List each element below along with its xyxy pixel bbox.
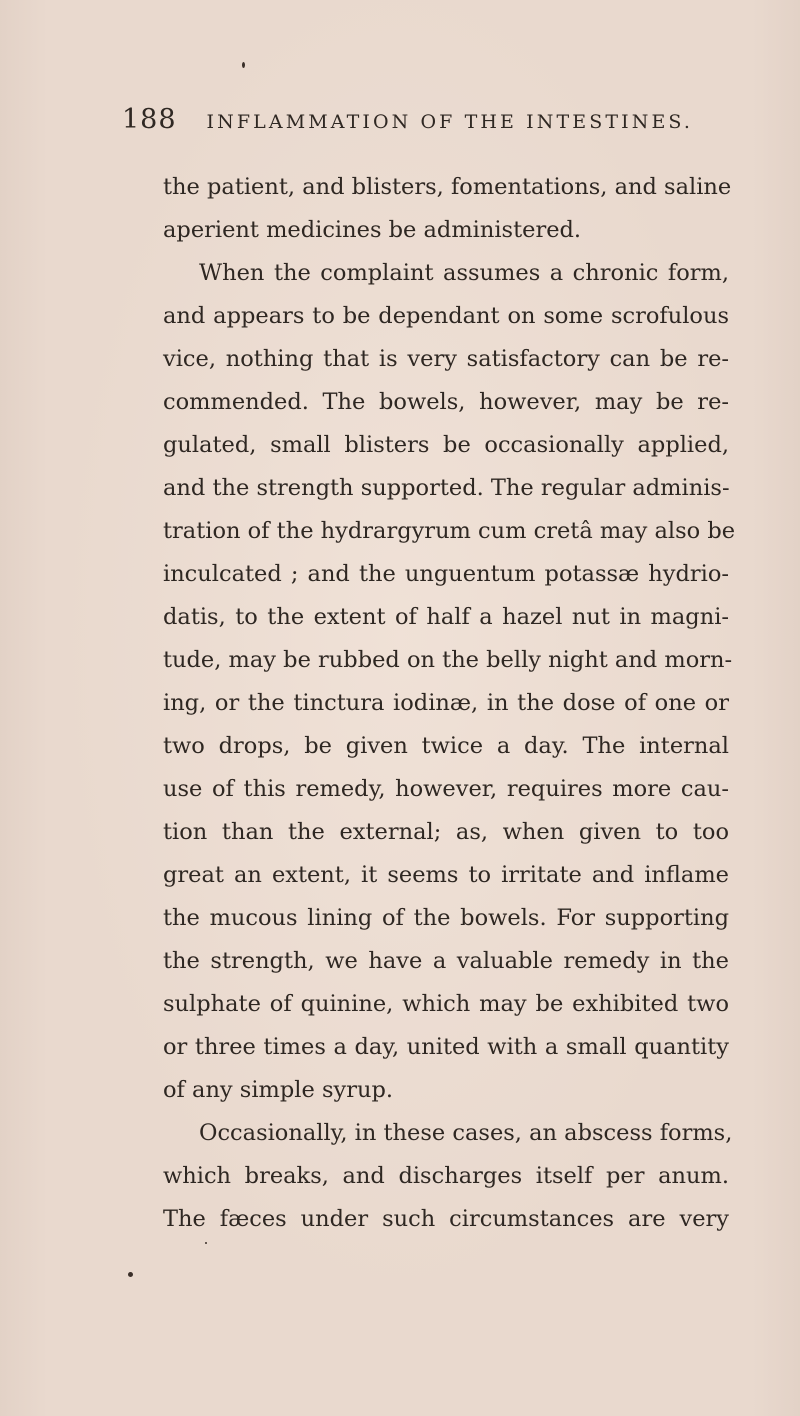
text-line: use of this remedy, however, requires more cau-	[163, 776, 729, 802]
text-line: commended. The bowels, however, may be re-	[163, 389, 729, 415]
text-line: tude, may be rubbed on the belly night and morn-	[163, 647, 733, 673]
text-line: The fæces under such circumstances are very	[163, 1206, 729, 1232]
text-line: great an extent, it seems to irritate and inflame	[163, 862, 729, 888]
text-line: datis, to the extent of half a hazel nut in magni-	[163, 604, 729, 630]
ink-speck	[128, 1272, 133, 1277]
running-head-title: INFLAMMATION OF THE INTESTINES.	[206, 111, 694, 133]
text-line: the patient, and blisters, fomentations, and saline	[163, 174, 732, 200]
text-line: inculcated ; and the unguentum potassæ hydrio-	[163, 561, 729, 587]
text-line: and the strength supported. The regular adminis-	[163, 475, 730, 501]
text-line: of any simple syrup.	[163, 1077, 393, 1103]
text-line: the mucous lining of the bowels. For supporting	[163, 905, 729, 931]
text-line: which breaks, and discharges itself per anum.	[163, 1163, 729, 1189]
ink-speck	[242, 62, 245, 68]
text-line: the strength, we have a valuable remedy in the	[163, 948, 729, 974]
page-number: 188	[122, 104, 177, 135]
text-line: vice, nothing that is very satisfactory can be re-	[163, 346, 729, 372]
text-line: and appears to be dependant on some scrofulous	[163, 303, 729, 329]
text-line: tration of the hydrargyrum cum cretâ may also be	[163, 518, 736, 544]
text-line: When the complaint assumes a chronic form,	[199, 260, 729, 286]
text-line: sulphate of quinine, which may be exhibited two	[163, 991, 729, 1017]
text-line: or three times a day, united with a small quantity	[163, 1034, 729, 1060]
text-line: two drops, be given twice a day. The internal	[163, 733, 729, 759]
body-text	[0, 161, 800, 1241]
running-head	[122, 104, 742, 152]
text-line: tion than the external; as, when given to too	[163, 819, 729, 845]
text-line: ing, or the tinctura iodinæ, in the dose of one or	[163, 690, 729, 716]
ink-speck	[205, 1242, 207, 1244]
text-line: gulated, small blisters be occasionally applied,	[163, 432, 729, 458]
text-line: aperient medicines be administered.	[163, 217, 582, 243]
text-line: Occasionally, in these cases, an abscess forms,	[199, 1120, 733, 1146]
